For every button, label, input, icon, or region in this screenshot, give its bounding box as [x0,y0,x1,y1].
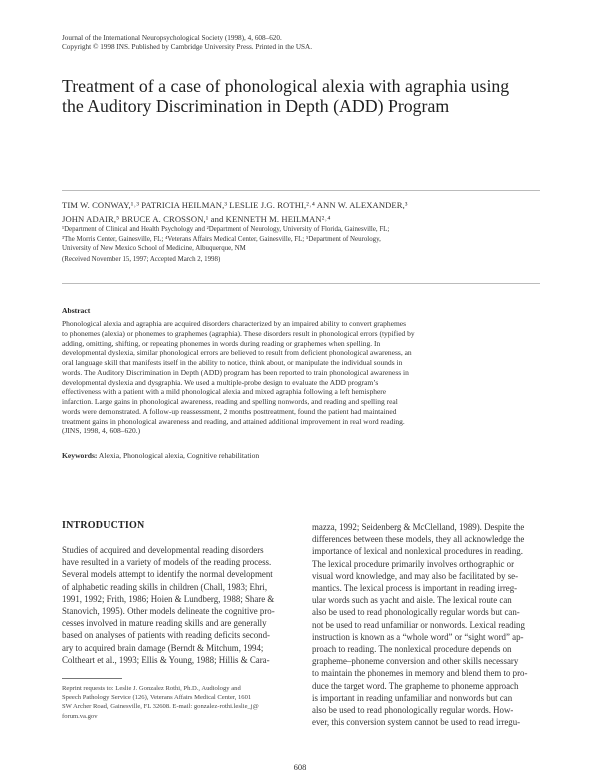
body-line: ular words such as yacht and aisle. The lexical route can [312,595,512,606]
body-line: have resulted in a variety of models of the reading process. [62,557,272,568]
journal-line: Journal of the International Neuropsychological Society (1998), 4, 608–620. [62,34,282,42]
abstract-body [62,319,540,436]
abstract-line: effectiveness with a patient with a mild phonological alexia and mixed agraphia following a left hemisphere [62,387,387,397]
left-column [62,520,290,666]
introduction-left-text [62,544,290,666]
body-line: ever, this conversion system cannot be used to read irregu- [312,717,521,728]
body-line: ary to acquired brain damage (Berndt & Mitchum, 1994; [62,642,264,653]
author-line-1: TIM W. CONWAY,¹˒³ PATRICIA HEILMAN,³ LESLIE J.G. ROTHI,²˒⁴ ANN W. ALEXANDER,³ [62,200,408,210]
body-line: The lexical procedure primarily involves orthographic or [312,558,515,569]
abstract-divider [62,283,540,284]
abstract-line: infarction. Large gains in phonological awareness, reading and spelling nonwords, and reading and spelling real [62,397,398,406]
article-title: Treatment of a case of phonological alexia with agraphia using the Auditory Discrimination in Depth (ADD) Program [62,76,510,117]
affiliations [62,225,540,254]
abstract-line: developmental dyslexia and dysgraphia. We used a multiple-probe design to evaluate the ADD program’s [62,377,379,387]
body-line: also be used to read phonologically regular words but can- [312,607,520,618]
body-line: mazza, 1992; Seidenberg & McClelland, 1989). Despite the [312,522,525,532]
body-line: Several models attempt to identify the normal development [62,569,273,580]
footnote-line: SW Archer Road, Gainesville, FL 32608. E-mail: gonzalez-rothi.leslie_j@ [62,703,259,711]
abstract-line: words. The Auditory Discrimination in Depth (ADD) program has been reported to train phonological awareness in [62,367,409,377]
body-line: not be used to read unfamiliar or nonwords. Lexical reading [312,619,525,630]
received-accepted-dates: (Received November 15, 1997; Accepted March 2, 1998) [62,256,221,263]
body-line: Studies of acquired and developmental reading disorders [62,545,264,555]
body-line: Stanovich, 1995). Other models delineate the cognitive pro- [62,606,275,617]
right-column [312,521,540,728]
body-line: based on analyses of patients with reading deficits second- [62,630,271,641]
abstract-line: developmental dyslexia, similar phonological errors are believed to result from deficient phonological awareness, an [62,348,412,358]
author-line-2: JOHN ADAIR,⁵ BRUCE A. CROSSON,¹ and KENNETH M. HEILMAN²˒⁴ [62,213,331,224]
title-divider [62,190,540,191]
keywords-label: Keywords: [62,451,98,460]
abstract-line: (JINS, 1998, 4, 608–620.) [62,426,141,436]
journal-citation [62,34,312,52]
footnote-line: Reprint requests to: Leslie J. Gonzalez Rothi, Ph.D., Audiology and [62,685,241,692]
body-line: Coltheart et al., 1993; Ellis & Young, 1988; Hillis & Cara- [62,654,270,665]
abstract-line: treatment gains in phonological awareness and reading, and attained additional improvement in real word reading. [62,416,405,426]
abstract-line: to phonemes (alexia) or phonemes to graphemes (agraphia). These disorders result in phonological errors (typified by [62,328,415,338]
abstract-line: oral language skill that manifests itself in the ability to notice, think about, or manipulate the individual sounds in [62,358,403,367]
copyright-line: Copyright © 1998 INS. Published by Cambridge University Press. Printed in the USA. [62,43,313,52]
affiliation-line: University of New Mexico School of Medicine, Albuquerque, NM [62,245,246,253]
body-line: duce the target word. The grapheme to phoneme approach [312,680,519,691]
abstract-line: Phonological alexia and agraphia are acquired disorders characterized by an impaired ability to convert graphemes [62,319,407,328]
body-line: is important in reading unfamiliar and nonwords but can [312,692,513,703]
footnote [62,684,290,721]
footnote-divider [62,678,122,679]
keywords-text: Alexia, Phonological alexia, Cognitive rehabilitation [98,451,260,460]
introduction-heading: INTRODUCTION [62,520,145,531]
body-line: grapheme–phoneme conversion and other skills necessary [312,656,519,667]
body-line: proach to reading. The nonlexical procedure depends on [312,644,512,655]
body-line: mantics. The lexical process is important in reading irreg- [312,583,518,594]
body-line: differences between these models, they all acknowledge the [312,534,525,545]
affiliation-line: ³The Morris Center, Gainesville, FL; ⁴Veterans Affairs Medical Center, Gainesville, FL; ⁵Department of Neurology, [62,235,381,243]
body-line: cesses involved in mature reading skills and are generally [62,618,267,629]
abstract-heading: Abstract [62,306,91,315]
author-list [62,199,540,226]
body-line: visual word knowledge, and may also be facilitated by se- [312,570,519,581]
body-line: 1991, 1992; Frith, 1986; Hoien & Lundberg, 1988; Share & [62,593,275,604]
footnote-line: forum.va.gov [62,712,98,720]
footnote-line: Speech Pathology Service (126), Veterans Affairs Medical Center, 1601 [62,694,252,702]
body-line: also be used to read phonologically regular words. How- [312,705,514,716]
body-line: instruction is known as a “whole word” or “sight word” ap- [312,631,524,642]
body-line: of alphabetic reading skills in children (Chall, 1983; Ehri, [62,581,268,592]
introduction-right-text [312,521,540,728]
abstract-line: adding, omitting, shifting, or repeating phonemes in words during reading or graphemes when spelling. In [62,338,381,348]
body-line: importance of lexical and nonlexical procedures in reading. [312,546,523,557]
abstract-line: words were demonstrated. A follow-up reassessment, 2 months posttreatment, found the patient had maintained [62,406,397,416]
page-number: 608 [293,762,307,772]
keywords [62,451,259,460]
body-line: to maintain the phonemes in memory and blend them to pro- [312,668,528,679]
affiliation-line: ¹Department of Clinical and Health Psychology and ²Department of Neurology, University of Florida, Gainesville, FL; [62,226,390,233]
